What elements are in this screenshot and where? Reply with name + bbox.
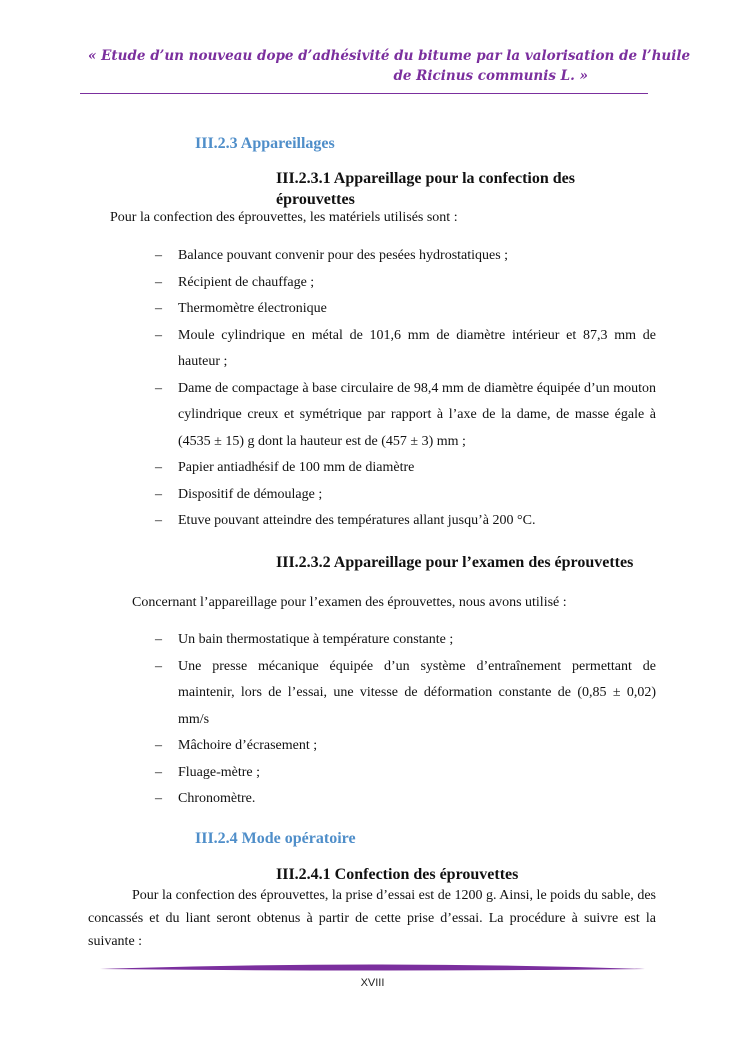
list-item: – Une presse mécanique équipée d’un système d’entraînement permettant de maintenir, lors de l’essai, une vitesse de déformation constante de (0,85 ± 0,02) mm/s — [155, 654, 656, 734]
dash-bullet: – — [155, 248, 162, 263]
list-item: – Balance pouvant convenir pour des pesées hydrostatiques ; — [155, 243, 656, 270]
running-header — [88, 46, 691, 86]
list-item: – Papier antiadhésif de 100 mm de diamètre — [155, 455, 656, 482]
dash-bullet: – — [155, 632, 162, 647]
page-number: XVIII — [360, 977, 385, 989]
list-item: – Etuve pouvant atteindre des températures allant jusqu’à 200 °C. — [155, 508, 656, 535]
dash-bullet: – — [155, 658, 162, 674]
dash-bullet: – — [155, 301, 162, 316]
intro-examen: Concernant l’appareillage pour l’examen des éprouvettes, nous avons utilisé : — [132, 595, 567, 610]
footer-swoosh-divider — [100, 962, 645, 974]
heading-appareillage-confection: III.2.3.1 Appareillage pour la confection des éprouvettes — [276, 170, 575, 208]
dash-bullet: – — [155, 791, 162, 806]
dash-bullet: – — [155, 764, 162, 780]
intro-confection: Pour la confection des éprouvettes, les matériels utilisés sont : — [110, 210, 458, 225]
list-materiels-examen — [155, 627, 656, 813]
header-divider — [80, 93, 648, 94]
heading-appareillages: III.2.3 Appareillages — [195, 135, 335, 152]
list-item: – Dame de compactage à base circulaire de 98,4 mm de diamètre équipée d’un mouton cylindrique creux et symétrique par rapport à l’axe de la dame, de masse égale à (4535 ± 15) g dont la hauteur est de (457 ± 3) mm ; — [155, 376, 656, 456]
list-item: – Fluage-mètre ; — [155, 760, 656, 787]
heading-appareillage-examen: III.2.3.2 Appareillage pour l’examen des éprouvettes — [276, 554, 634, 571]
list-item: – Un bain thermostatique à température constante ; — [155, 627, 656, 654]
list-item: – Chronomètre. — [155, 786, 656, 813]
list-item: – Dispositif de démoulage ; — [155, 482, 656, 509]
dash-bullet: – — [155, 274, 162, 290]
dash-bullet: – — [155, 513, 162, 528]
list-item: – Récipient de chauffage ; — [155, 270, 656, 297]
dash-bullet: – — [155, 460, 162, 475]
dash-bullet: – — [155, 327, 162, 343]
dash-bullet: – — [155, 380, 162, 396]
heading-mode-operatoire: III.2.4 Mode opératoire — [195, 830, 356, 847]
heading-confection-eprouvettes: III.2.4.1 Confection des éprouvettes — [276, 866, 519, 883]
paragraph-confection: Pour la confection des éprouvettes, la prise d’essai est de 1200 g. Ainsi, le poids du sable, des concassés et du liant seront obtenus à partir de cette prise d’essai. La procédure à suivre est la suivante : — [88, 888, 656, 949]
running-header-line-2: de Ricinus communis L. » — [393, 68, 588, 84]
list-item: – Mâchoire d’écrasement ; — [155, 733, 656, 760]
list-item: – Thermomètre électronique — [155, 296, 656, 323]
list-item: – Moule cylindrique en métal de 101,6 mm de diamètre intérieur et 87,3 mm de hauteur ; — [155, 323, 656, 376]
running-header-line-1: « Etude d’un nouveau dope d’adhésivité du bitume par la valorisation de l’huile — [88, 48, 691, 64]
list-materiels-confection — [155, 243, 656, 535]
dash-bullet: – — [155, 486, 162, 502]
dash-bullet: – — [155, 738, 162, 753]
